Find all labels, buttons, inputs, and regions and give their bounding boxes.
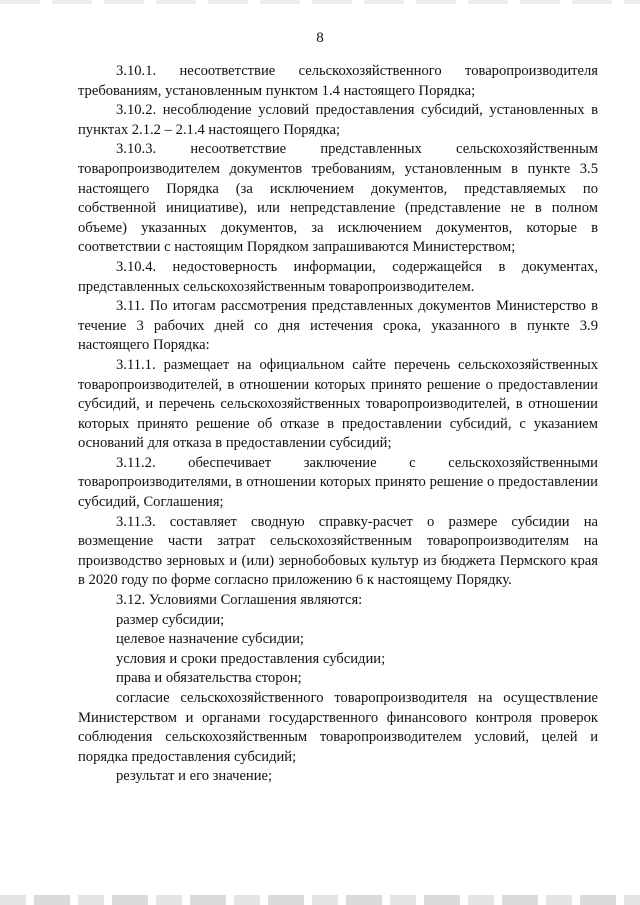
paragraph-3-12: 3.12. Условиями Соглашения являются: xyxy=(116,592,363,609)
paragraph-3-10-1: 3.10.1. несоответствие сельскохозяйственного товаропроизводителя требованиям, установленным пунктом 1.4 настоящего Порядка; xyxy=(78,63,598,99)
scan-top-edge xyxy=(0,0,640,4)
list-item-consent: согласие сельскохозяйственного товаропроизводителя на осуществление Министерством и органами государственного финансового контроля проверок соблюдения сельскохозяйственным товаропроизводителем условий, целей и порядка предоставления субсидий; xyxy=(78,690,598,765)
document-body xyxy=(78,62,598,787)
paragraph-3-11: 3.11. По итогам рассмотрения представленных документов Министерство в течение 3 рабочих дней со дня истечения срока, указанного в пункте 3.9 настоящего Порядка: xyxy=(78,298,598,354)
list-item-rights: права и обязательства сторон; xyxy=(116,670,302,687)
paragraph-3-10-3: 3.10.3. несоответствие представленных сельскохозяйственным товаропроизводителем документов требованиям, установленным в пункте 3.5 настоящего Порядка (за исключением документов, представляемых по собственной инициативе), или непредставление (представление не в полном объеме) указанных документов, за исключением документов, которые в соответствии с настоящим Порядком запрашиваются Министерством; xyxy=(78,141,598,256)
list-item-subsidy-amount: размер субсидии; xyxy=(116,611,225,628)
paragraph-3-11-1: 3.11.1. размещает на официальном сайте перечень сельскохозяйственных товаропроизводителей, в отношении которых принято решение о предоставлении субсидий, и перечень сельскохозяйственных товаропроизводителей, в отношении которых принято решение об отказе в предоставлении субсидий, с указанием оснований для отказа в предоставлении субсидий; xyxy=(78,356,598,452)
list-item-purpose: целевое назначение субсидии; xyxy=(116,631,304,648)
page-number: 8 xyxy=(316,30,324,46)
paragraph-3-10-4: 3.10.4. недостоверность информации, содержащейся в документах, представленных сельскохозяйственным товаропроизводителем. xyxy=(78,258,598,295)
paragraph-3-11-2: 3.11.2. обеспечивает заключение с сельскохозяйственными товаропроизводителями, в отношении которых принято решение о предоставлении субсидий, Соглашения; xyxy=(78,454,598,511)
scan-bottom-edge xyxy=(0,895,640,905)
list-item-conditions: условия и сроки предоставления субсидии; xyxy=(116,650,386,667)
paragraph-3-11-3: 3.11.3. составляет сводную справку-расчет о размере субсидии на возмещение части затрат сельскохозяйственным товаропроизводителям на производство зерновых и (или) зернобобовых культур из бюджета Пермского края в 2020 году по форме согласно приложению 6 к настоящему Порядку. xyxy=(78,513,598,589)
list-item-result: результат и его значение; xyxy=(116,768,273,785)
paragraph-3-10-2: 3.10.2. несоблюдение условий предоставления субсидий, установленных в пунктах 2.1.2 – 2.1.4 настоящего Порядка; xyxy=(78,102,598,138)
